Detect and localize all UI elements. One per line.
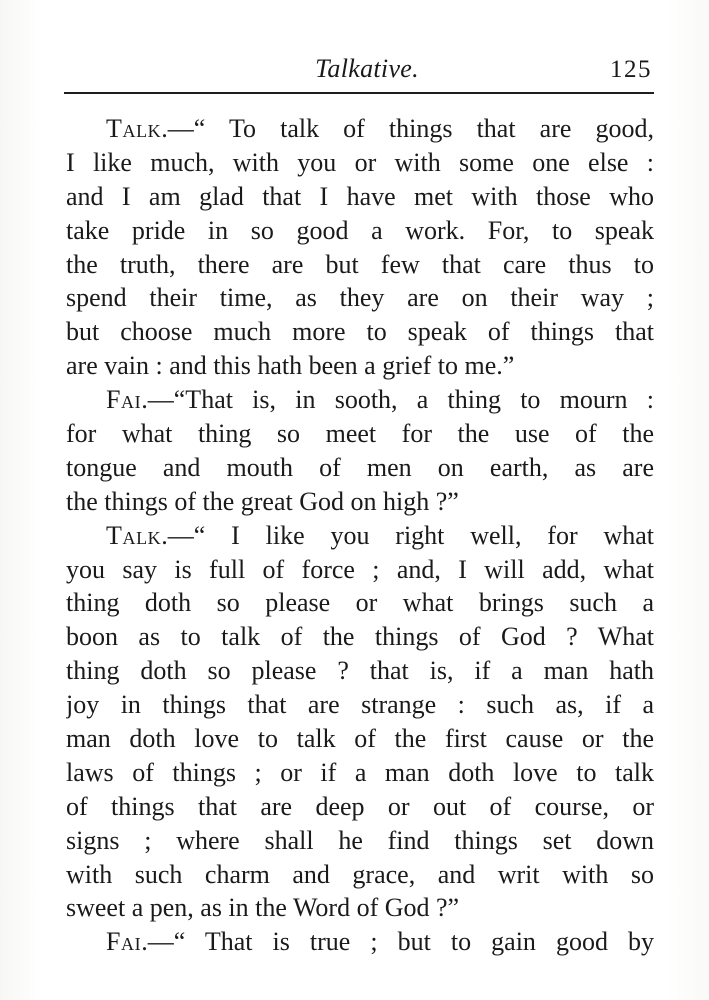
- text-line: of things that are deep or out of course, or: [66, 791, 654, 821]
- text-line: joy in things that are strange : such as, if a: [66, 690, 654, 720]
- speaker-name: Talk: [106, 114, 162, 143]
- text-line: tongue and mouth of men on earth, as are: [66, 452, 654, 482]
- body-text: [66, 112, 654, 959]
- text-line: Fai.—“ That is true ; but to gain good by: [106, 927, 654, 957]
- text-line: Talk.—“ I like you right well, for what: [106, 520, 654, 550]
- text-line: with such charm and grace, and writ with so: [66, 859, 654, 889]
- text-line: I like much, with you or with some one else :: [66, 147, 654, 177]
- text-line: spend their time, as they are on their way ;: [66, 283, 654, 313]
- text-line: signs ; where shall he find things set down: [66, 825, 654, 855]
- text-line: are vain : and this hath been a grief to me.”: [66, 351, 515, 381]
- text-line: thing doth so please or what brings such a: [66, 588, 654, 618]
- text-line: for what thing so meet for the use of the: [66, 419, 654, 449]
- text-line: but choose much more to speak of things that: [66, 317, 654, 347]
- speaker-name: Fai: [106, 927, 142, 957]
- page-number: 125: [610, 56, 652, 83]
- text-line: Talk.—“ To talk of things that are good,: [106, 114, 654, 143]
- header-rule: [64, 92, 654, 94]
- text-line: sweet a pen, as in the Word of God ?”: [66, 893, 460, 923]
- running-head: [64, 52, 656, 88]
- text-line: laws of things ; or if a man doth love to talk: [66, 757, 654, 787]
- running-title: Talkative.: [315, 54, 419, 83]
- text-line: Fai.—“That is, in sooth, a thing to mourn :: [106, 385, 654, 415]
- text-line: the things of the great God on high ?”: [66, 486, 459, 516]
- text-line: take pride in so good a work. For, to speak: [66, 215, 654, 245]
- speaker-name: Talk: [106, 520, 162, 550]
- text-line: man doth love to talk of the first cause or the: [66, 724, 654, 754]
- speaker-name: Fai: [106, 385, 142, 415]
- text-line: and I am glad that I have met with those who: [66, 181, 654, 211]
- text-line: you say is full of force ; and, I will add, what: [66, 554, 654, 584]
- text-line: thing doth so please ? that is, if a man hath: [66, 656, 654, 686]
- text-line: boon as to talk of the things of God ? What: [66, 622, 654, 652]
- text-line: the truth, there are but few that care thus to: [66, 249, 654, 279]
